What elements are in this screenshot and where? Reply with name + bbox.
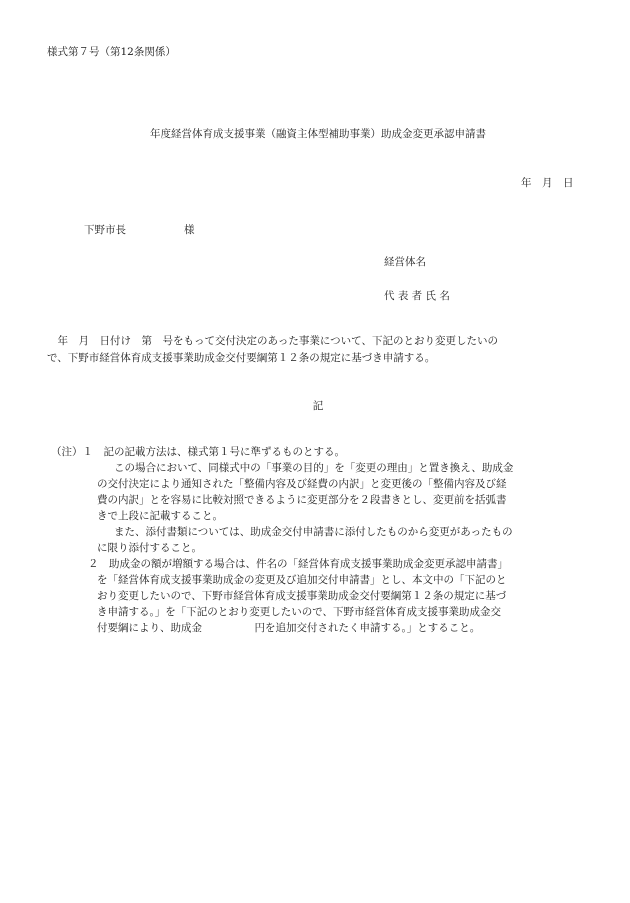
- note-line: きで上段に記載すること。: [97, 510, 223, 522]
- body-line: 年 月 日付け 第 号をもって交付決定のあった事業について、下記のとおり変更したいの: [47, 335, 498, 347]
- ki-heading: 記: [312, 400, 324, 412]
- addressee: [84, 222, 195, 238]
- document-title: 年度経営体育成支援事業（融資主体型補助事業）助成金変更承認申請書: [150, 128, 486, 140]
- note-line: の交付決定により通知された「整備内容及び経費の内訳」と変更後の「整備内容及び経: [97, 478, 507, 490]
- addressee-honorific: 様: [184, 224, 195, 236]
- note-line: を「経営体育成支援事業助成金の変更及び追加交付申請書」とし、本文中の「下記のと: [97, 574, 507, 586]
- note-line: おり変更したいので、下野市経営体育成支援事業助成金交付要綱第１２条の規定に基づ: [97, 590, 507, 602]
- body-paragraph: [47, 333, 587, 367]
- note-line: （注）１ 記の記載方法は、様式第１号に準ずるものとする。: [51, 446, 345, 458]
- addressee-name: 下野市長: [84, 224, 126, 236]
- entity-name-label: 経営体名: [384, 256, 426, 268]
- body-line: で、下野市経営体育成支援事業助成金交付要綱第１２条の規定に基づき申請する。: [47, 352, 436, 364]
- date-line: 年 月 日: [521, 177, 574, 189]
- note-line: この場合において、同様式中の「事業の目的」を「変更の理由」と置き換え、助成金: [114, 462, 514, 474]
- note-line: 費の内訳」とを容易に比較対照できるように変更部分を２段書きとし、変更前を括弧書: [97, 494, 507, 506]
- note-line: ２ 助成金の額が増額する場合は、件名の「経営体育成支援事業助成金変更承認申請書」: [88, 558, 508, 570]
- note-line: また、添付書類については、助成金交付申請書に添付したものから変更があったもの: [114, 526, 513, 538]
- representative-name-label: 代 表 者 氏 名: [384, 290, 450, 302]
- note-line: 付要綱により、助成金 円を追加交付されたく申請する。」とすること。: [97, 622, 481, 634]
- note-line: に限り添付すること。: [97, 542, 202, 554]
- note-line: き申請する。」を「下記のとおり変更したいので、下野市経営体育成支援事業助成金交: [97, 606, 502, 618]
- form-number: 様式第７号（第12条関係）: [47, 46, 176, 58]
